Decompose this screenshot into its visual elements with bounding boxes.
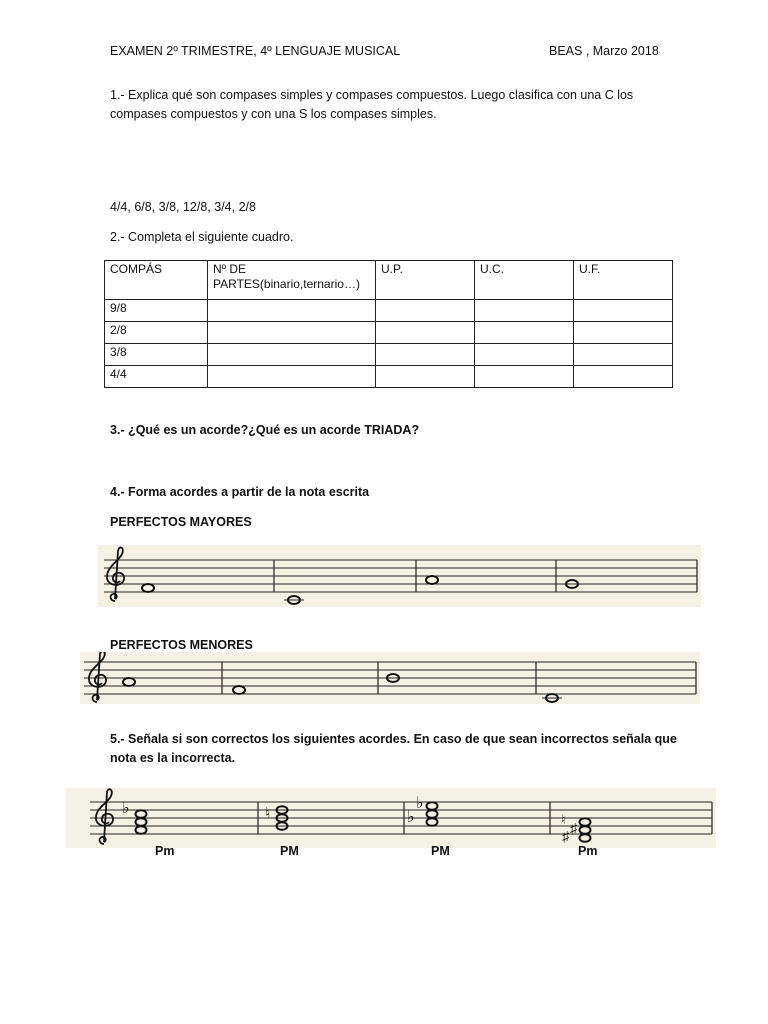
question-1-line-1: 1.- Explica qué son compases simples y compases compuestos. Luego clasifica con una C los [110, 88, 634, 102]
header-parts-line-1: Nº DE [213, 262, 247, 276]
table-cell-answer[interactable] [208, 322, 376, 344]
question-2-text: 2.- Completa el siguiente cuadro. [110, 230, 294, 244]
exam-title: EXAMEN 2º TRIMESTRE, 4º LENGUAJE MUSICAL [110, 44, 401, 58]
table-cell-answer[interactable] [376, 300, 475, 322]
chord-label: Pm [578, 844, 598, 858]
table-row [105, 322, 673, 344]
table-row [105, 344, 673, 366]
staff-perfectos-mayores [98, 545, 701, 607]
table-row [105, 366, 673, 388]
table-cell-answer[interactable] [574, 322, 673, 344]
table-cell-answer[interactable] [376, 322, 475, 344]
table-cell-answer[interactable] [475, 322, 574, 344]
question-1-line-2: compases compuestos y con una S los compases simples. [110, 107, 437, 121]
natural-icon: ♮ [265, 805, 271, 822]
staff-perfectos-menores [80, 652, 700, 704]
flat-icon: ♭ [416, 795, 424, 812]
table-cell-answer[interactable] [376, 344, 475, 366]
table-cell-answer[interactable] [574, 344, 673, 366]
time-signature-list: 4/4, 6/8, 3/8, 12/8, 3/4, 2/8 [110, 200, 256, 214]
table-header-cell: U.C. [475, 261, 574, 300]
table-header-cell [208, 261, 376, 300]
table-cell-answer[interactable] [574, 300, 673, 322]
table-cell-answer[interactable] [208, 300, 376, 322]
natural-icon: ♮ [561, 812, 566, 827]
question-4-text: 4.- Forma acordes a partir de la nota escrita [110, 485, 370, 499]
meter-table [104, 260, 673, 388]
table-cell-meter: 3/8 [105, 344, 208, 366]
label-perfectos-menores: PERFECTOS MENORES [110, 638, 253, 652]
question-5-line-1: 5.- Señala si son correctos los siguientes acordes. En caso de que sean incorrectos señala que [110, 732, 677, 746]
table-cell-meter: 9/8 [105, 300, 208, 322]
table-row [105, 300, 673, 322]
table-cell-answer[interactable] [475, 300, 574, 322]
flat-icon: ♭ [407, 809, 415, 826]
staff-chords [66, 788, 716, 848]
sharp-icon: ♯ [562, 828, 569, 844]
header-parts-line-2: PARTES(binario,ternario…) [213, 277, 360, 291]
table-cell-meter: 2/8 [105, 322, 208, 344]
sharp-icon: ♯ [570, 820, 577, 836]
chord-label: PM [431, 844, 450, 858]
table-header-cell: COMPÁS [105, 261, 208, 300]
table-cell-answer[interactable] [574, 366, 673, 388]
label-perfectos-mayores: PERFECTOS MAYORES [110, 515, 252, 529]
chord-label: PM [280, 844, 299, 858]
table-header-row [105, 261, 673, 300]
table-cell-answer[interactable] [208, 344, 376, 366]
table-cell-answer[interactable] [475, 366, 574, 388]
exam-place-date: BEAS , Marzo 2018 [549, 44, 659, 58]
chord-label: Pm [155, 844, 175, 858]
table-cell-meter: 4/4 [105, 366, 208, 388]
table-header-cell: U.F. [574, 261, 673, 300]
table-header-cell: U.P. [376, 261, 475, 300]
table-cell-answer[interactable] [376, 366, 475, 388]
question-3-text: 3.- ¿Qué es un acorde?¿Qué es un acorde TRIADA? [110, 423, 420, 437]
table-cell-answer[interactable] [208, 366, 376, 388]
flat-icon: ♭ [122, 800, 130, 817]
table-cell-answer[interactable] [475, 344, 574, 366]
question-5-line-2: nota es la incorrecta. [110, 751, 236, 765]
